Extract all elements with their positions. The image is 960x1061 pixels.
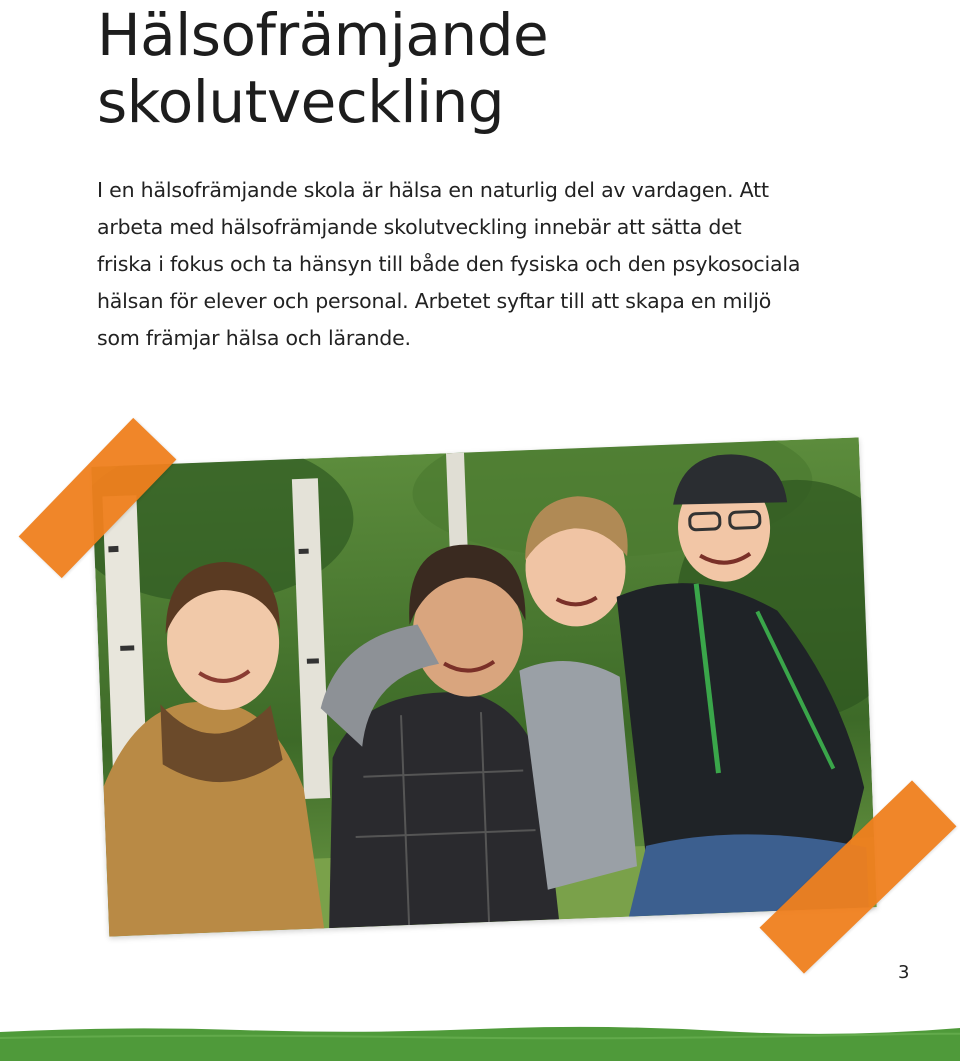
page-number: 3 bbox=[898, 962, 910, 983]
title-line-1: Hälsofrämjande bbox=[97, 1, 549, 69]
photo-illustration bbox=[91, 437, 876, 936]
green-brush-band bbox=[0, 1024, 960, 1061]
page-title bbox=[97, 2, 548, 136]
intro-line: I en hälsofrämjande skola är hälsa en naturlig del av vardagen. Att bbox=[97, 178, 769, 202]
intro-line: som främjar hälsa och lärande. bbox=[97, 326, 411, 350]
intro-paragraph bbox=[97, 172, 897, 357]
group-photo bbox=[91, 437, 876, 936]
intro-line: arbeta med hälsofrämjande skolutveckling innebär att sätta det bbox=[97, 215, 742, 239]
title-line-2: skolutveckling bbox=[97, 68, 505, 136]
intro-line: friska i fokus och ta hänsyn till både den fysiska och den psykosociala bbox=[97, 252, 801, 276]
intro-line: hälsan för elever och personal. Arbetet syftar till att skapa en miljö bbox=[97, 289, 772, 313]
